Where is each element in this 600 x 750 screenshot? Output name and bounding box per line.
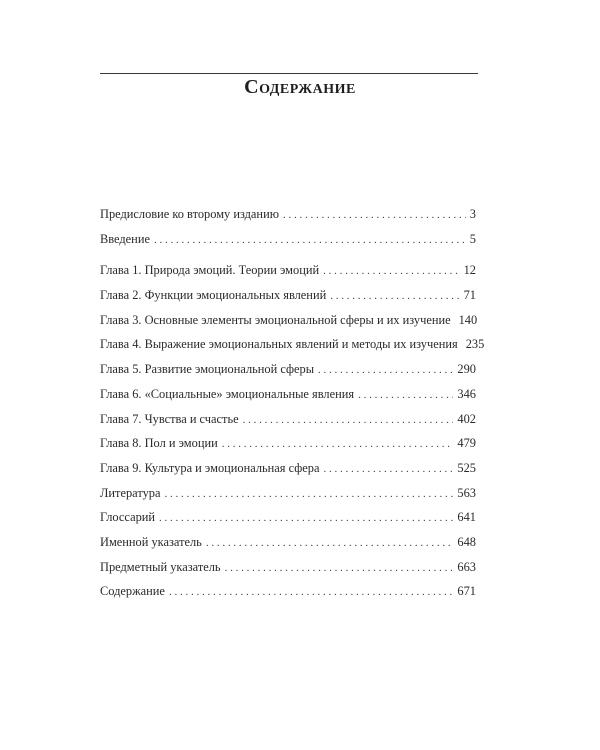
toc-entry-page: 235 — [465, 337, 485, 352]
toc-entry-page: 479 — [457, 436, 476, 451]
toc-entry[interactable] — [100, 555, 476, 580]
toc-entry[interactable] — [100, 357, 476, 382]
toc-entry-page: 563 — [457, 485, 476, 500]
toc-entry-title: Глава 4. Выражение эмоциональных явлений и методы их изучения — [100, 337, 458, 352]
toc-entry-title: Глава 8. Пол и эмоции — [100, 436, 218, 451]
toc-entry-page: 12 — [463, 263, 476, 278]
toc-entry-title: Содержание — [100, 584, 165, 599]
dot-leader — [164, 482, 453, 507]
toc-entry-title: Именной указатель — [100, 534, 202, 549]
toc-entry[interactable] — [100, 202, 476, 227]
toc-entry[interactable] — [100, 227, 476, 252]
toc-entry-page: 71 — [463, 288, 476, 303]
toc-entry-title: Глава 7. Чувства и счастье — [100, 411, 239, 426]
toc-entry[interactable] — [100, 431, 476, 456]
toc-entry[interactable] — [100, 530, 476, 555]
toc-entry-title: Предисловие ко второму изданию — [100, 207, 279, 221]
toc-entry[interactable] — [100, 308, 476, 333]
toc-entry-page: 402 — [457, 411, 476, 426]
dot-leader — [225, 556, 454, 581]
toc-entry-page: 290 — [457, 362, 476, 377]
toc-entry-page: 671 — [457, 584, 476, 599]
toc-entry-page: 663 — [457, 559, 476, 574]
toc-entry-title: Глава 2. Функции эмоциональных явлений — [100, 288, 327, 303]
toc-entry-title: Введение — [100, 231, 150, 246]
dot-leader — [323, 259, 459, 284]
top-rule — [100, 73, 478, 74]
dot-leader — [283, 203, 466, 228]
toc-entry[interactable] — [100, 283, 476, 308]
toc-entry-page: 641 — [457, 510, 476, 525]
toc-entry[interactable] — [100, 332, 485, 357]
dot-leader — [159, 506, 453, 531]
toc-entry-title: Глава 9. Культура и эмоциональная сфера — [100, 460, 320, 475]
toc-entry-title: Глава 3. Основные элементы эмоциональной сферы и их изучение — [100, 312, 451, 327]
toc-entry-title: Глава 1. Природа эмоций. Теории эмоций — [100, 263, 320, 278]
toc-entry-title: Литература — [100, 485, 161, 500]
dot-leader — [243, 408, 454, 433]
dot-leader — [222, 432, 454, 457]
toc-entry[interactable] — [100, 456, 476, 481]
toc-entry-title: Глава 6. «Социальные» эмоциональные явления — [100, 386, 355, 401]
toc-entry[interactable] — [100, 407, 476, 432]
toc-entry[interactable] — [100, 258, 476, 283]
toc-entry[interactable] — [100, 382, 476, 407]
dot-leader — [358, 383, 453, 408]
table-of-contents — [100, 202, 485, 604]
toc-entry-page: 525 — [457, 460, 476, 475]
toc-entry-title: Предметный указатель — [100, 559, 221, 574]
toc-entry-title: Глоссарий — [100, 510, 156, 525]
dot-leader — [323, 457, 453, 482]
page-title: Содержание — [244, 76, 356, 98]
toc-entry-page: 5 — [469, 231, 476, 246]
dot-leader — [154, 228, 466, 253]
toc-entry-page: 140 — [458, 312, 478, 327]
toc-entry[interactable] — [100, 579, 476, 604]
toc-entry-page: 346 — [457, 386, 476, 401]
toc-entry[interactable] — [100, 505, 476, 530]
dot-leader — [206, 531, 454, 556]
dot-leader — [330, 284, 459, 309]
toc-entry-title: Глава 5. Развитие эмоциональной сферы — [100, 362, 315, 377]
toc-entry-page: 3 — [469, 207, 476, 221]
dot-leader — [318, 358, 453, 383]
dot-leader — [169, 580, 453, 605]
toc-entry[interactable] — [100, 481, 476, 506]
toc-entry-page: 648 — [457, 534, 476, 549]
